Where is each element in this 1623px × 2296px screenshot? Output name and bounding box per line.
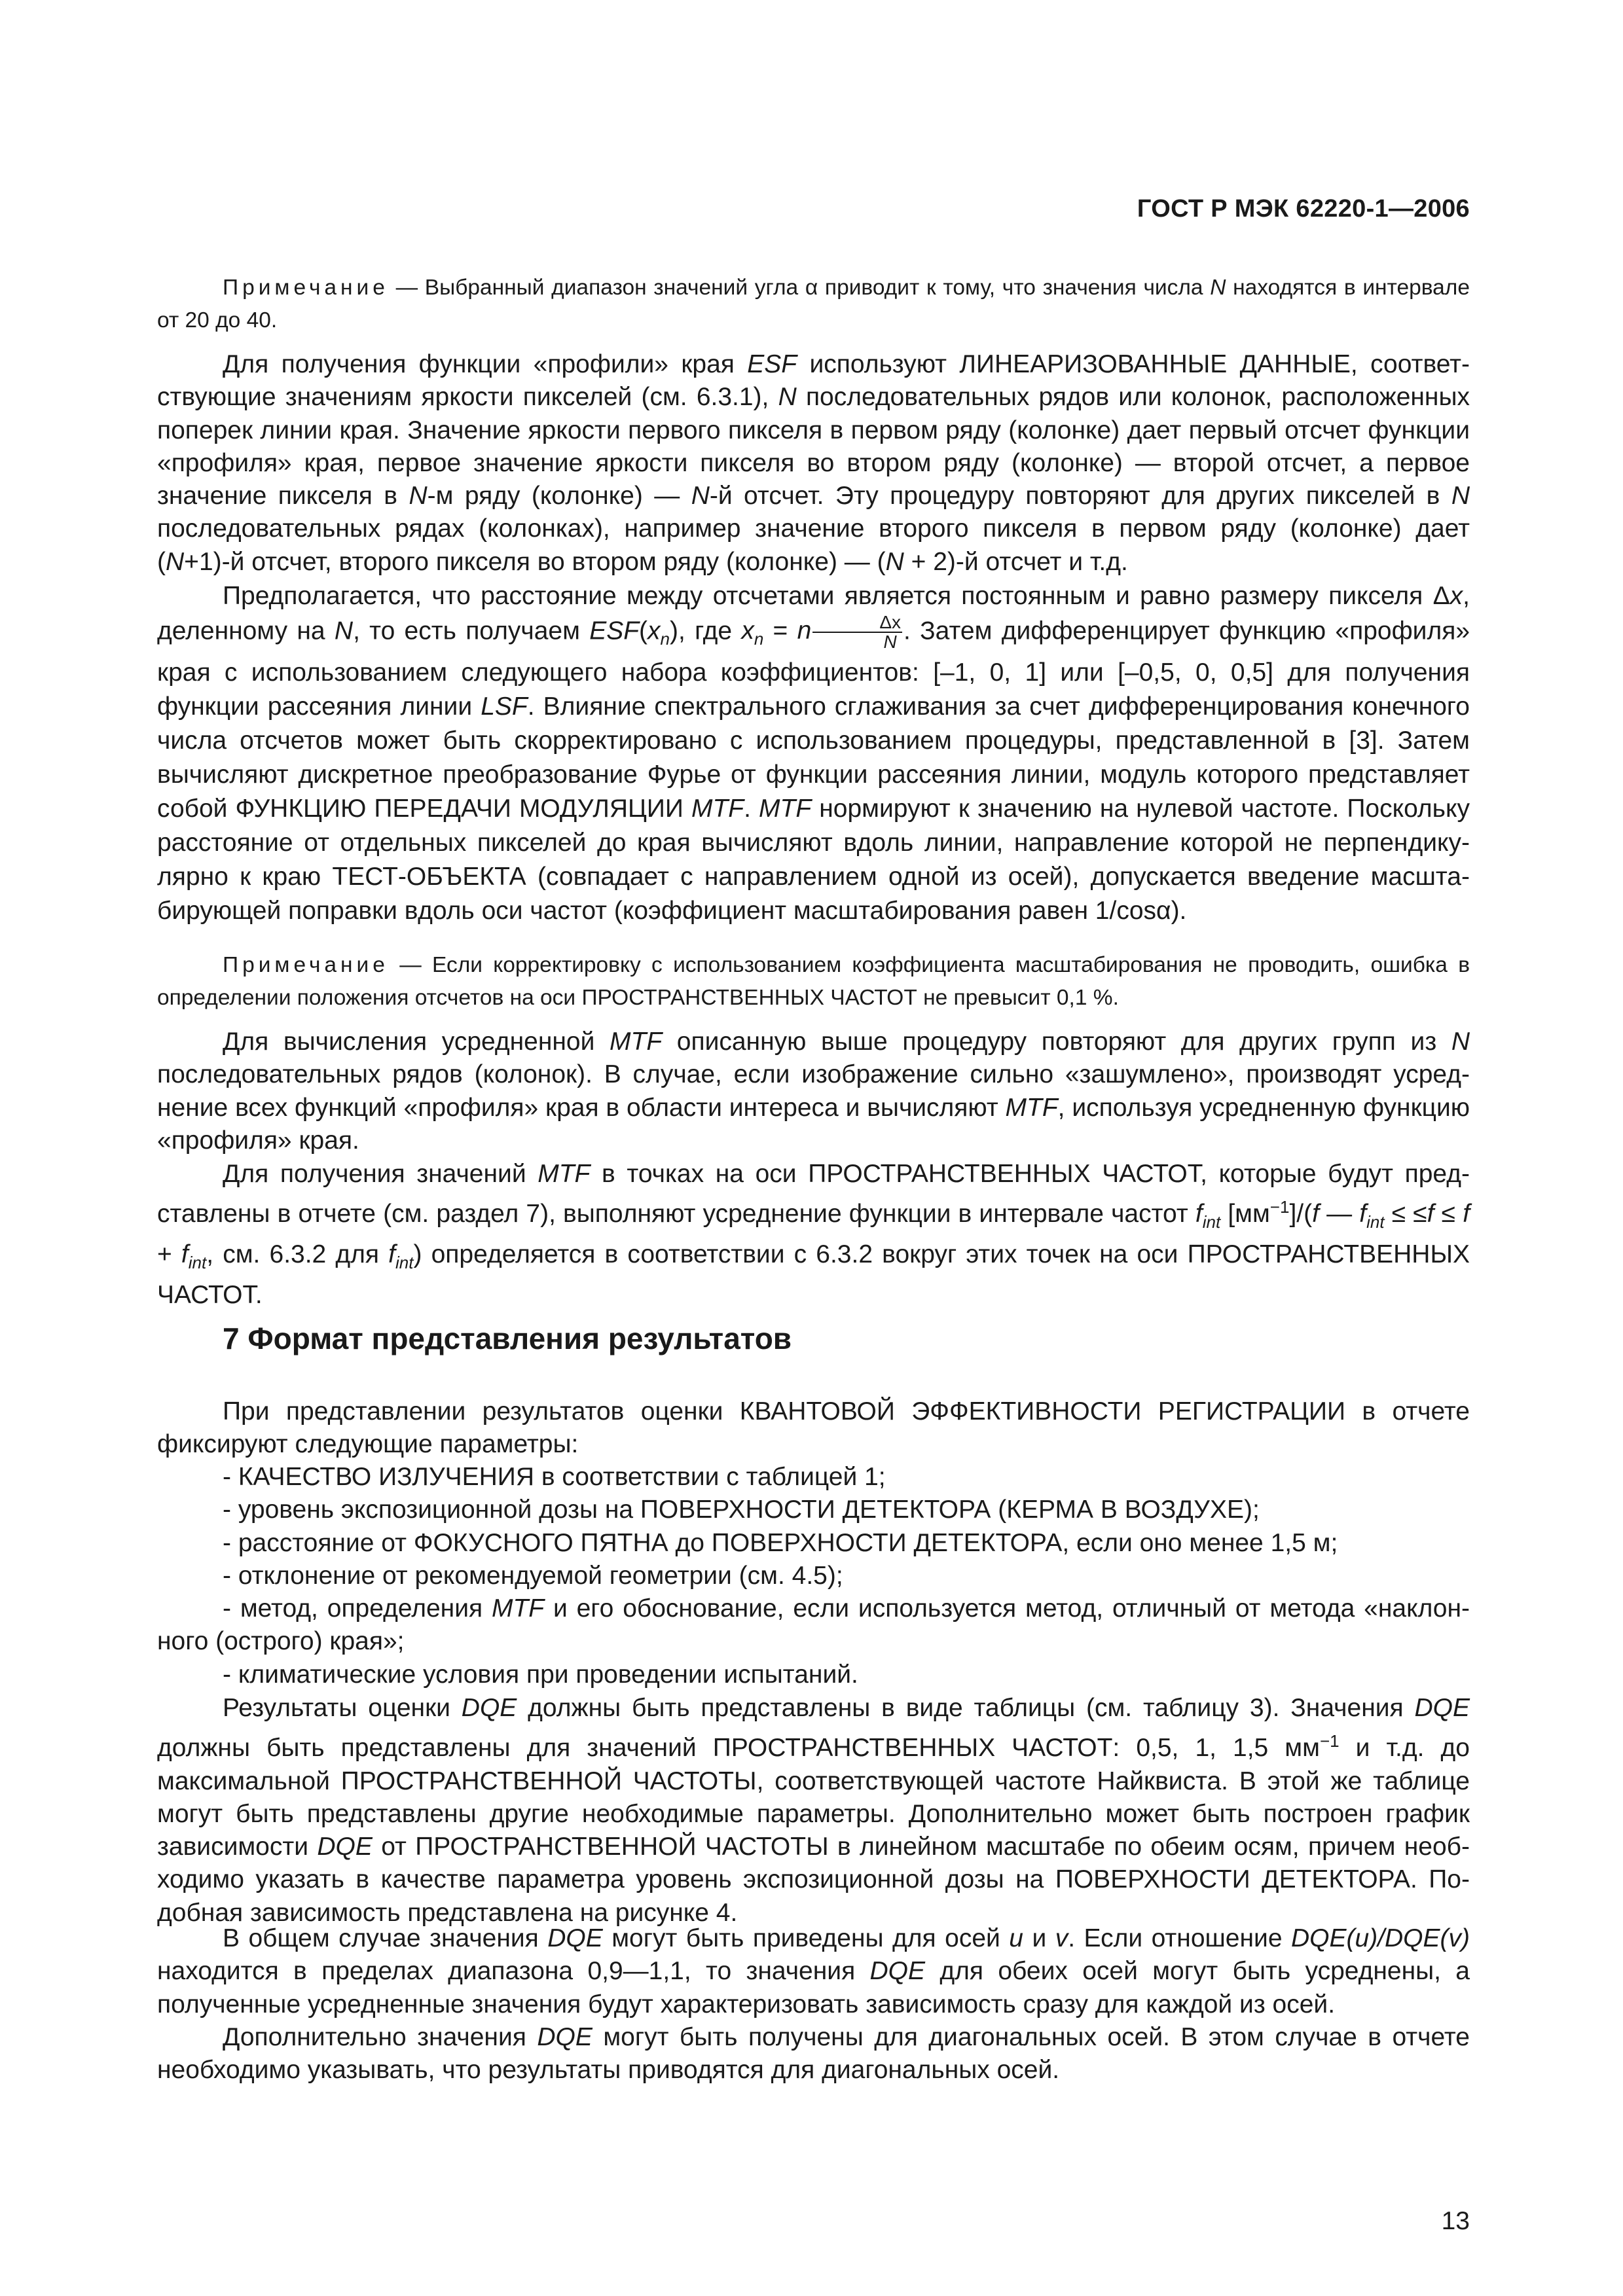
list-item: - уровень экспозиционной дозы на ПОВЕРХНОСТИ ДЕТЕКТОРА (КЕРМА В ВОЗДУХЕ);: [223, 1496, 1260, 1524]
list-item: - расстояние от ФОКУСНОГО ПЯТНА до ПОВЕРХНОСТИ ДЕТЕКТОРА, если оно менее 1,5 м;: [223, 1528, 1338, 1557]
paragraph-dqe-table: Результаты оценки DQE должны быть представлены в виде таблицы (см. таблицу 3). Значения DQE должны быть представлены для значений ПРОСТРАНСТВЕННЫХ ЧАСТОТ: 0,5, 1, 1,5 $мм^{-1}$ и т.д. до максимальной ПРОСТРАНСТВЕННОЙ ЧАСТОТЫ, соответствующей частоте Найквиста. В этой же таблице могут быть представлены другие необходимые параметры. Дополнительно может быть построен график зависимости DQE от ПРОСТРАНСТВЕННОЙ ЧАСТОТЫ в линейном масштабе по обеим осям, причем необходимо указать в качестве параметра уровень экспозиционной дозы на ПОВЕРХНОСТИ ДЕТЕКТОРА. Подобная зависимость представлена на рисунке 4.: [157, 1694, 1470, 1927]
paragraph-diagonal-axes: Дополнительно значения DQE могут быть получены для диагональных осей. В этом случае в отчете необходимо указывать, что результаты приводятся для диагональных осей.: [157, 2023, 1470, 2085]
paragraph-esf-samples: Для получения функции «профили» края ESF используют ЛИНЕАРИЗОВАННЫЕ ДАННЫЕ, соответствующие значениям яркости пикселей (см. 6.3.1), N последовательных рядов или колонок, расположенных поперек линии края. Значение яркости первого пикселя в первом ряду (колонке) дает первый отсчет функции «профиля» края, первое значение яркости пикселя во втором ряду (колонке) — второй отсчет, а первое значение пикселя в N-м ряду (колонке) — N-й отсчет. Эту процедуру повторяют для других пикселей в N последовательных рядах (колонках), например значение второго пикселя в первом ряду (колонке) дает (N+1)-й отсчет, второго пикселя во втором ряду (колонке) — (N + 2)-й отсчет и т.д.: [157, 350, 1470, 576]
paragraph-averaged-mtf: Для вычисления усредненной MTF описанную выше процедуру повторяют для других групп из N последовательных рядов (колонок). В случае, если изображение сильно «зашумлено», производят усреднение всех функций «профиля» края в области интереса и вычисляют MTF, используя усредненную функцию «профиля» края.: [157, 1028, 1470, 1155]
list-item: - метод, определения MTF и его обоснование, если используется метод, отличный от метода «наклонного (острого) края»;: [157, 1594, 1470, 1656]
document-header: ГОСТ Р МЭК 62220-1—2006: [1137, 195, 1470, 223]
paragraph-report-params: При представлении результатов оценки КВАНТОВОЙ ЭФФЕКТИВНОСТИ РЕГИСТРАЦИИ в отчете фиксируют следующие параметры:: [157, 1397, 1470, 1459]
paragraph-lsf-mtf: Предполагается, что расстояние между отсчетами является постоянным и равно размеру пикселя Δx, деленному на N, то есть получаем $ESF(x_n)$, где $x_n = n$ $\frac{\Delta x}{N}$ . Затем дифференцирует функцию «профиля» края с использованием следующего набора коэффициентов: [–1, 0, 1] или [–0,5, 0, 0,5] для получения функции рассеяния линии LSF. Влияние спектрального сглаживания за счет дифференцирования конечного числа отсчетов может быть скорректировано с использованием процедуры, представленной в [3]. Затем вычисляют дискретное преобразование Фурье от функции рассеяния линии, модуль которого представляет собой ФУНКЦИЮ ПЕРЕДАЧИ МОДУЛЯЦИИ MTF. MTF нормируют к значению на нулевой частоте. Поскольку расстояние от отдельных пикселей до края вычисляют вдоль линии, направление которой не перпендикулярно к краю ТЕСТ-ОБЪЕКТА (совпадает с направлением одной из осей), допускается введение масштабирующей поправки вдоль оси частот (коэффициент масштабирования равен 1/cosα).: [157, 582, 1470, 925]
note-2: Примечание — Если корректировку с использованием коэффициента масштабирования не проводить, ошибка в определении положения отсчетов на оси ПРОСТРАНСТВЕННЫХ ЧАСТОТ не превысит 0,1 %.: [157, 953, 1470, 1010]
note-1: Примечание — Выбранный диапазон значений угла α приводит к тому, что значения числа N находятся в интервале от 20 до 40.: [157, 276, 1470, 332]
formula-xn: $x_n = n$ $\frac{\Delta x}{N}$: [741, 612, 902, 652]
section-7-heading: 7 Формат представления результатов: [223, 1321, 792, 1355]
list-item: - климатические условия при проведении испытаний.: [223, 1660, 858, 1689]
parameter-list: [157, 1461, 1470, 1691]
page-number: 13: [1441, 2207, 1470, 2235]
paragraph-frequency-averaging: Для получения значений MTF в точках на оси ПРОСТРАНСТВЕННЫХ ЧАСТОТ, которые будут представлены в отчете (см. раздел 7), выполняют усреднение функции в интервале частот $f_{int}$ $[мм^{-1}]/(f$ — $f_{int} \le \le f \le f + f_{int}$, см. 6.3.2 для $f_{int}$) определяется в соответствии с 6.3.2 вокруг этих точек на оси ПРОСТРАНСТВЕННЫХ ЧАСТОТ.: [157, 1160, 1470, 1310]
paragraph-dqe-axes: В общем случае значения DQE могут быть приведены для осей u и v. Если отношение DQE(u)/DQE(v) находится в пределах диапазона 0,9—1,1, то значения DQE для обеих осей могут быть усреднены, а полученные усредненные значения будут характеризовать зависимость сразу для каждой из осей.: [157, 1924, 1470, 2018]
page-content: [157, 0, 1470, 2296]
list-item: - отклонение от рекомендуемой геометрии (см. 4.5);: [223, 1561, 843, 1590]
list-item: - КАЧЕСТВО ИЗЛУЧЕНИЯ в соответствии с таблицей 1;: [223, 1463, 886, 1491]
